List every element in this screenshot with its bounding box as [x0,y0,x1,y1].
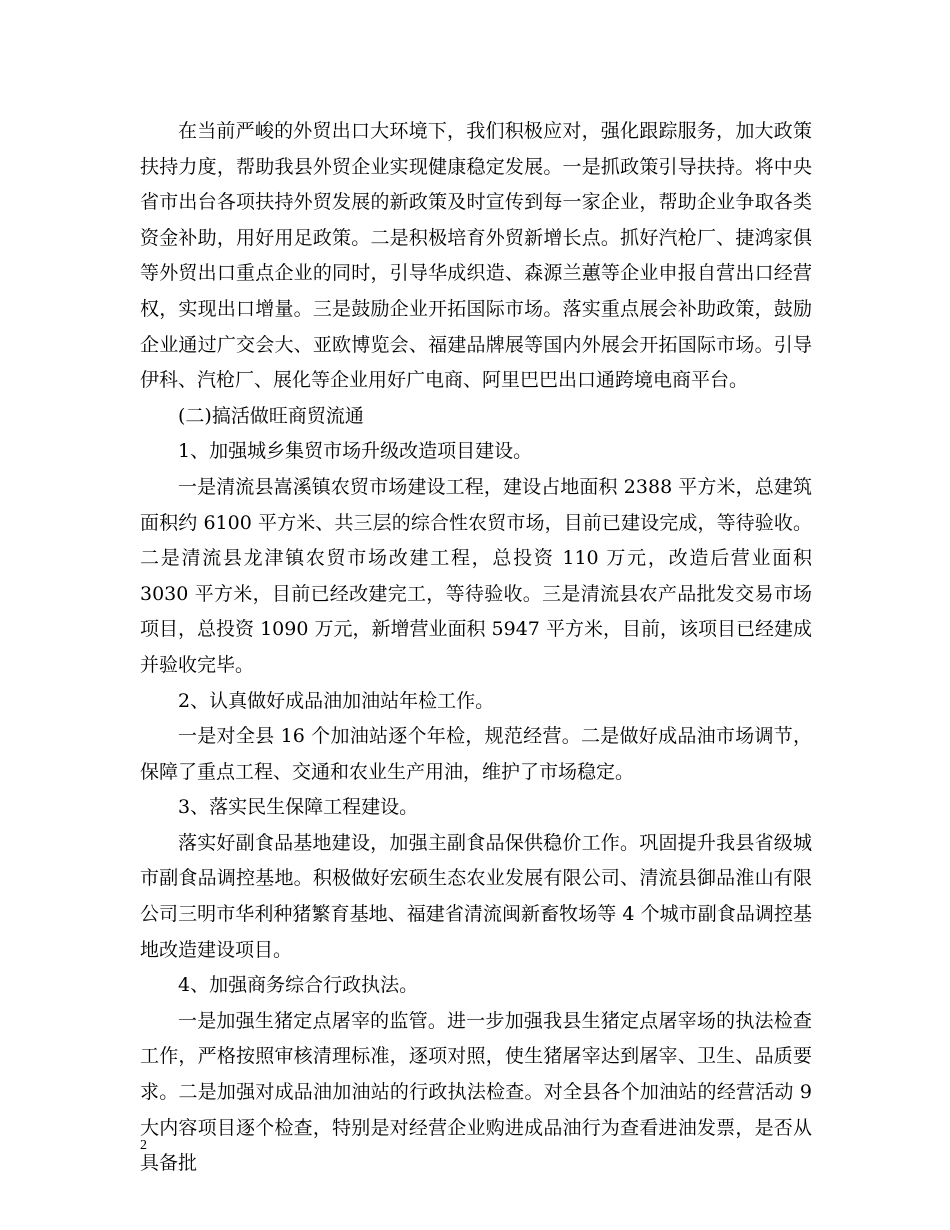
heading-commerce-circulation: (二)搞活做旺商贸流通 [178,404,364,427]
heading-law-enforcement: 4、加强商务综合行政执法。 [178,974,419,997]
heading-fuel-station-inspection: 2、认真做好成品油加油站年检工作。 [178,689,495,712]
paragraph-market-upgrade: 一是清流县嵩溪镇农贸市场建设工程，建设占地面积 2388 平方米，总建筑面积约 6100 平方米、共三层的综合性农贸市场，目前已建设完成，等待验收。二是清流县龙津镇农贸市场改建工程，总投资 110 万元，改造后营业面积 3030 平方米，目前已经改建完工，等待验收。三是清流县农产品批发交易市场项目，总投资 1090 万元，新增营业面积 5947 平方米，目前，该项目已经建成并验收完毕。 [140,475,812,676]
paragraph-foreign-trade: 在当前严峻的外贸出口大环境下，我们积极应对，强化跟踪服务，加大政策扶持力度，帮助我县外贸企业实现健康稳定发展。一是抓政策引导扶持。将中央省市出台各项扶持外贸发展的新政策及时宣传到每一家企业，帮助企业争取各类资金补助，用好用足政策。二是积极培育外贸新增长点。抓好汽枪厂、捷鸿家俱等外贸出口重点企业的同时，引导华成织造、森源兰蕙等企业申报自营出口经营权，实现出口增量。三是鼓励企业开拓国际市场。落实重点展会补助政策，鼓励企业通过广交会大、亚欧博览会、福建品牌展等国内外展会开拓国际市场。引导伊科、汽枪厂、展化等企业用好广电商、阿里巴巴出口通跨境电商平台。 [140,120,812,392]
heading-livelihood-project: 3、落实民生保障工程建设。 [178,796,419,819]
document-body [140,114,812,1182]
page-number: 2 [140,1138,147,1153]
paragraph-livelihood-project: 落实好副食品基地建设，加强主副食品保供稳价工作。巩固提升我县省级城市副食品调控基地。积极做好宏硕生态农业发展有限公司、清流县御品淮山有限公司三明市华利种猪繁育基地、福建省清流闽新畜牧场等 4 个城市副食品调控基地改造建设项目。 [140,831,812,961]
paragraph-fuel-station-inspection: 一是对全县 16 个加油站逐个年检，规范经营。二是做好成品油市场调节，保障了重点工程、交通和农业生产用油，维护了市场稳定。 [140,725,812,783]
heading-market-upgrade: 1、加强城乡集贸市场升级改造项目建设。 [178,440,533,463]
paragraph-law-enforcement: 一是加强生猪定点屠宰的监管。进一步加强我县生猪定点屠宰场的执法检查工作，严格按照审核清理标准，逐项对照，使生猪屠宰达到屠宰、卫生、品质要求。二是加强对成品油加油站的行政执法检查。对全县各个加油站的经营活动 9 大内容项目逐个检查，特别是对经营企业购进成品油行为查看进油发票，是否从具备批 [140,1009,812,1175]
